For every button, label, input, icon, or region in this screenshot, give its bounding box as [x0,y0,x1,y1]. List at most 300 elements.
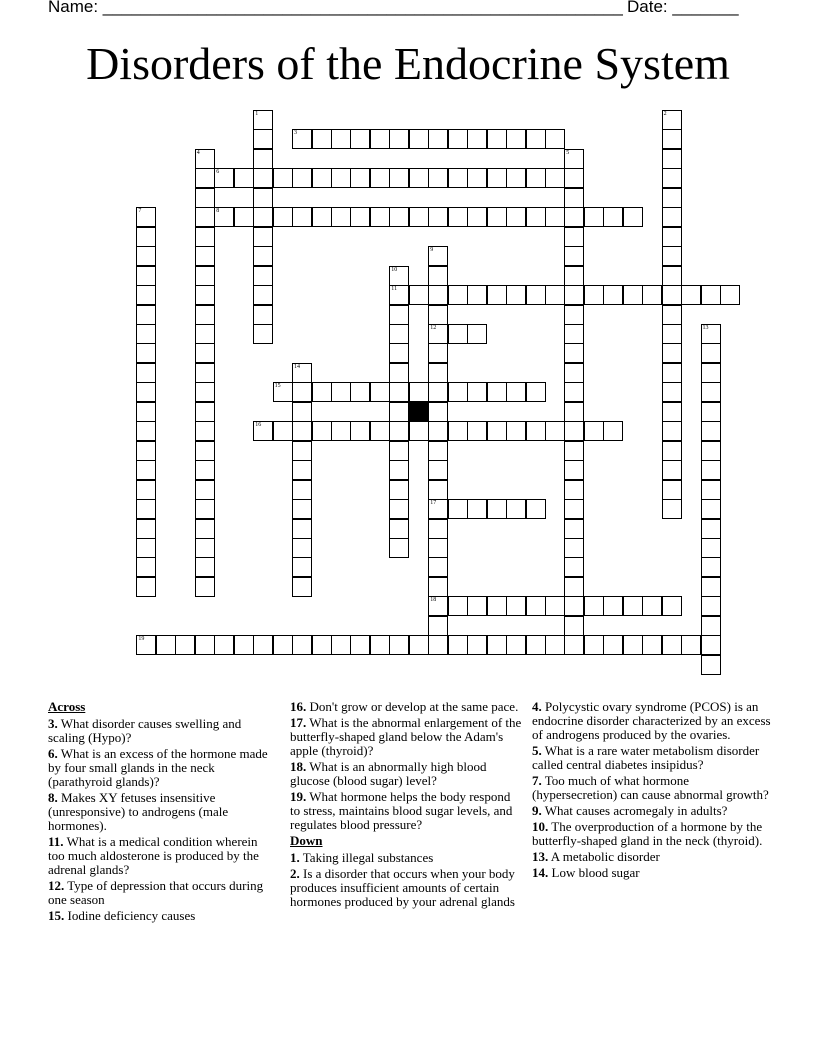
grid-cell[interactable] [564,538,584,558]
grid-cell[interactable] [662,382,682,402]
grid-cell[interactable] [389,519,409,539]
grid-cell[interactable] [136,324,156,344]
grid-cell[interactable] [701,363,721,383]
grid-cell[interactable] [506,499,526,519]
grid-cell[interactable] [370,635,390,655]
grid-cell[interactable] [136,557,156,577]
grid-cell[interactable] [214,207,234,227]
grid-cell[interactable] [662,266,682,286]
grid-cell[interactable] [195,557,215,577]
grid-cell[interactable] [389,266,409,286]
grid-cell[interactable] [448,596,468,616]
grid-cell[interactable] [428,557,448,577]
grid-cell[interactable] [292,363,312,383]
grid-cell[interactable] [136,343,156,363]
grid-cell[interactable] [564,382,584,402]
grid-cell[interactable] [292,382,312,402]
grid-cell[interactable] [428,324,448,344]
grid-cell[interactable] [136,460,156,480]
grid-cell[interactable] [234,168,254,188]
grid-cell[interactable] [584,596,604,616]
grid-cell[interactable] [136,227,156,247]
grid-cell[interactable] [448,499,468,519]
grid-cell[interactable] [389,363,409,383]
grid-cell[interactable] [545,207,565,227]
grid-cell[interactable] [564,227,584,247]
grid-cell[interactable] [564,246,584,266]
grid-cell[interactable] [195,285,215,305]
grid-cell[interactable] [506,285,526,305]
grid-cell[interactable] [642,285,662,305]
grid-cell[interactable] [409,129,429,149]
grid-cell[interactable] [564,402,584,422]
grid-cell[interactable] [662,635,682,655]
grid-cell[interactable] [662,480,682,500]
grid-cell[interactable] [526,421,546,441]
date-field[interactable]: Date: _______ [627,0,739,16]
grid-cell[interactable] [136,266,156,286]
grid-cell[interactable] [428,499,448,519]
grid-cell[interactable] [292,557,312,577]
grid-cell[interactable] [487,207,507,227]
grid-cell[interactable] [195,382,215,402]
grid-cell[interactable] [195,305,215,325]
grid-cell[interactable] [467,635,487,655]
grid-cell[interactable] [428,207,448,227]
grid-cell[interactable] [584,421,604,441]
grid-cell[interactable] [428,168,448,188]
grid-cell[interactable] [701,538,721,558]
grid-cell[interactable] [409,207,429,227]
grid-cell[interactable] [448,635,468,655]
grid-cell[interactable] [545,596,565,616]
grid-cell[interactable] [662,168,682,188]
grid-cell[interactable] [584,285,604,305]
grid-cell[interactable] [253,266,273,286]
grid-cell[interactable] [526,285,546,305]
grid-cell[interactable] [701,480,721,500]
grid-cell[interactable] [273,635,293,655]
grid-cell[interactable] [448,168,468,188]
grid-cell[interactable] [701,655,721,675]
grid-cell[interactable] [506,421,526,441]
grid-cell[interactable] [350,207,370,227]
grid-cell[interactable] [662,305,682,325]
grid-cell[interactable] [545,285,565,305]
grid-cell[interactable] [253,168,273,188]
grid-cell[interactable] [506,382,526,402]
grid-cell[interactable] [389,480,409,500]
grid-cell[interactable] [136,246,156,266]
grid-cell[interactable] [350,382,370,402]
grid-cell[interactable] [350,421,370,441]
grid-cell[interactable] [467,285,487,305]
grid-cell[interactable] [526,207,546,227]
grid-cell[interactable] [701,343,721,363]
grid-cell[interactable] [662,460,682,480]
grid-cell[interactable] [662,285,682,305]
grid-cell[interactable] [389,343,409,363]
grid-cell[interactable] [389,499,409,519]
grid-cell[interactable] [389,207,409,227]
grid-cell[interactable] [253,149,273,169]
grid-cell[interactable] [389,460,409,480]
grid-cell[interactable] [312,207,332,227]
grid-cell[interactable] [253,305,273,325]
grid-cell[interactable] [195,577,215,597]
grid-cell[interactable] [662,441,682,461]
grid-cell[interactable] [701,460,721,480]
grid-cell[interactable] [312,635,332,655]
grid-cell[interactable] [467,129,487,149]
grid-cell[interactable] [389,538,409,558]
grid-cell[interactable] [701,324,721,344]
grid-cell[interactable] [467,207,487,227]
grid-cell[interactable] [681,285,701,305]
grid-cell[interactable] [545,168,565,188]
grid-cell[interactable] [506,635,526,655]
grid-cell[interactable] [701,557,721,577]
grid-cell[interactable] [195,441,215,461]
grid-cell[interactable] [195,324,215,344]
grid-cell[interactable] [701,499,721,519]
grid-cell[interactable] [136,519,156,539]
grid-cell[interactable] [467,324,487,344]
grid-cell[interactable] [603,596,623,616]
grid-cell[interactable] [564,577,584,597]
grid-cell[interactable] [428,305,448,325]
grid-cell[interactable] [564,421,584,441]
grid-cell[interactable] [428,441,448,461]
grid-cell[interactable] [253,129,273,149]
grid-cell[interactable] [389,402,409,422]
grid-cell[interactable] [331,207,351,227]
grid-cell[interactable] [234,207,254,227]
grid-cell[interactable] [370,207,390,227]
grid-cell[interactable] [564,343,584,363]
grid-cell[interactable] [662,343,682,363]
grid-cell[interactable] [195,266,215,286]
grid-cell[interactable] [526,382,546,402]
grid-cell[interactable] [428,538,448,558]
grid-cell[interactable] [136,382,156,402]
grid-cell[interactable] [389,421,409,441]
grid-cell[interactable] [467,382,487,402]
grid-cell[interactable] [273,207,293,227]
grid-cell[interactable] [370,168,390,188]
grid-cell[interactable] [409,285,429,305]
grid-cell[interactable] [701,402,721,422]
grid-cell[interactable] [409,382,429,402]
grid-cell[interactable] [428,363,448,383]
grid-cell[interactable] [253,207,273,227]
grid-cell[interactable] [487,499,507,519]
grid-cell[interactable] [195,149,215,169]
grid-cell[interactable] [292,577,312,597]
grid-cell[interactable] [253,324,273,344]
grid-cell[interactable] [292,519,312,539]
grid-cell[interactable] [195,188,215,208]
grid-cell[interactable] [487,421,507,441]
grid-cell[interactable] [487,168,507,188]
grid-cell[interactable] [370,129,390,149]
grid-cell[interactable] [292,635,312,655]
grid-cell[interactable] [564,519,584,539]
grid-cell[interactable] [136,363,156,383]
grid-cell[interactable] [467,421,487,441]
grid-cell[interactable] [623,596,643,616]
grid-cell[interactable] [564,557,584,577]
grid-cell[interactable] [428,266,448,286]
grid-cell[interactable] [506,207,526,227]
grid-cell[interactable] [389,382,409,402]
grid-cell[interactable] [564,635,584,655]
grid-cell[interactable] [662,149,682,169]
grid-cell[interactable] [253,285,273,305]
grid-cell[interactable] [389,305,409,325]
grid-cell[interactable] [662,246,682,266]
grid-cell[interactable] [662,110,682,130]
grid-cell[interactable] [214,635,234,655]
grid-cell[interactable] [448,285,468,305]
grid-cell[interactable] [428,382,448,402]
grid-cell[interactable] [623,635,643,655]
grid-cell[interactable] [195,538,215,558]
grid-cell[interactable] [701,577,721,597]
grid-cell[interactable] [428,421,448,441]
grid-cell[interactable] [350,168,370,188]
grid-cell[interactable] [331,129,351,149]
grid-cell[interactable] [389,635,409,655]
grid-cell[interactable] [331,382,351,402]
grid-cell[interactable] [662,188,682,208]
grid-cell[interactable] [195,402,215,422]
grid-cell[interactable] [603,421,623,441]
grid-cell[interactable] [526,635,546,655]
grid-cell[interactable] [389,129,409,149]
grid-cell[interactable] [701,635,721,655]
grid-cell[interactable] [487,596,507,616]
grid-cell[interactable] [195,168,215,188]
grid-cell[interactable] [623,285,643,305]
grid-cell[interactable] [292,207,312,227]
grid-cell[interactable] [253,421,273,441]
grid-cell[interactable] [292,402,312,422]
grid-cell[interactable] [195,480,215,500]
grid-cell[interactable] [195,246,215,266]
grid-cell[interactable] [720,285,740,305]
grid-cell[interactable] [564,266,584,286]
grid-cell[interactable] [253,246,273,266]
grid-cell[interactable] [428,460,448,480]
grid-cell[interactable] [195,343,215,363]
grid-cell[interactable] [487,285,507,305]
grid-cell[interactable] [564,305,584,325]
grid-cell[interactable] [195,460,215,480]
grid-cell[interactable] [292,538,312,558]
grid-cell[interactable] [564,363,584,383]
grid-cell[interactable] [526,596,546,616]
grid-cell[interactable] [448,129,468,149]
grid-cell[interactable] [253,635,273,655]
grid-cell[interactable] [428,285,448,305]
grid-cell[interactable] [662,363,682,383]
grid-cell[interactable] [389,441,409,461]
grid-cell[interactable] [545,635,565,655]
grid-cell[interactable] [292,441,312,461]
grid-cell[interactable] [662,499,682,519]
grid-cell[interactable] [136,305,156,325]
grid-cell[interactable] [273,168,293,188]
grid-cell[interactable] [428,596,448,616]
grid-cell[interactable] [389,324,409,344]
grid-cell[interactable] [487,129,507,149]
grid-cell[interactable] [234,635,254,655]
grid-cell[interactable] [195,635,215,655]
grid-cell[interactable] [467,168,487,188]
grid-cell[interactable] [292,129,312,149]
grid-cell[interactable] [701,596,721,616]
grid-cell[interactable] [526,168,546,188]
grid-cell[interactable] [506,129,526,149]
grid-cell[interactable] [312,382,332,402]
grid-cell[interactable] [312,129,332,149]
grid-cell[interactable] [331,168,351,188]
grid-cell[interactable] [564,188,584,208]
grid-cell[interactable] [448,382,468,402]
grid-cell[interactable] [136,499,156,519]
grid-cell[interactable] [584,207,604,227]
grid-cell[interactable] [409,421,429,441]
grid-cell[interactable] [350,129,370,149]
grid-cell[interactable] [292,499,312,519]
grid-cell[interactable] [136,538,156,558]
grid-cell[interactable] [428,577,448,597]
grid-cell[interactable] [564,207,584,227]
grid-cell[interactable] [603,285,623,305]
grid-cell[interactable] [564,149,584,169]
grid-cell[interactable] [136,285,156,305]
grid-cell[interactable] [564,460,584,480]
grid-cell[interactable] [409,635,429,655]
grid-cell[interactable] [253,110,273,130]
grid-cell[interactable] [292,480,312,500]
grid-cell[interactable] [564,596,584,616]
grid-cell[interactable] [603,207,623,227]
grid-cell[interactable] [136,207,156,227]
grid-cell[interactable] [545,421,565,441]
grid-cell[interactable] [448,421,468,441]
grid-cell[interactable] [448,324,468,344]
grid-cell[interactable] [195,421,215,441]
grid-cell[interactable] [545,129,565,149]
grid-cell[interactable] [350,635,370,655]
grid-cell[interactable] [273,421,293,441]
grid-cell[interactable] [701,519,721,539]
grid-cell[interactable] [389,285,409,305]
grid-cell[interactable] [175,635,195,655]
grid-cell[interactable] [584,635,604,655]
grid-cell[interactable] [564,324,584,344]
grid-cell[interactable] [389,168,409,188]
grid-cell[interactable] [428,246,448,266]
grid-cell[interactable] [701,421,721,441]
grid-cell[interactable] [370,382,390,402]
grid-cell[interactable] [564,168,584,188]
grid-cell[interactable] [467,499,487,519]
grid-cell[interactable] [701,616,721,636]
grid-cell[interactable] [448,207,468,227]
grid-cell[interactable] [136,441,156,461]
grid-cell[interactable] [564,285,584,305]
grid-cell[interactable] [564,616,584,636]
grid-cell[interactable] [370,421,390,441]
grid-cell[interactable] [292,421,312,441]
grid-cell[interactable] [195,227,215,247]
grid-cell[interactable] [603,635,623,655]
grid-cell[interactable] [292,168,312,188]
grid-cell[interactable] [292,460,312,480]
grid-cell[interactable] [428,519,448,539]
grid-cell[interactable] [428,343,448,363]
grid-cell[interactable] [642,596,662,616]
grid-cell[interactable] [156,635,176,655]
grid-cell[interactable] [195,363,215,383]
grid-cell[interactable] [701,285,721,305]
grid-cell[interactable] [526,129,546,149]
grid-cell[interactable] [428,616,448,636]
grid-cell[interactable] [136,577,156,597]
grid-cell[interactable] [506,596,526,616]
name-field[interactable]: Name: _______________________________________________________ [48,0,623,16]
grid-cell[interactable] [409,168,429,188]
grid-cell[interactable] [136,635,156,655]
grid-cell[interactable] [623,207,643,227]
grid-cell[interactable] [487,635,507,655]
grid-cell[interactable] [662,324,682,344]
grid-cell[interactable] [506,168,526,188]
grid-cell[interactable] [136,402,156,422]
grid-cell[interactable] [428,480,448,500]
grid-cell[interactable] [487,382,507,402]
grid-cell[interactable] [195,519,215,539]
grid-cell[interactable] [467,596,487,616]
grid-cell[interactable] [662,421,682,441]
grid-cell[interactable] [662,129,682,149]
grid-cell[interactable] [662,596,682,616]
grid-cell[interactable] [331,421,351,441]
grid-cell[interactable] [195,207,215,227]
grid-cell[interactable] [195,499,215,519]
grid-cell[interactable] [662,207,682,227]
grid-cell[interactable] [136,421,156,441]
grid-cell[interactable] [564,480,584,500]
grid-cell[interactable] [312,168,332,188]
grid-cell[interactable] [136,480,156,500]
grid-cell[interactable] [331,635,351,655]
grid-cell[interactable] [253,227,273,247]
grid-cell[interactable] [526,499,546,519]
grid-cell[interactable] [701,382,721,402]
grid-cell[interactable] [312,421,332,441]
grid-cell[interactable] [428,129,448,149]
grid-cell[interactable] [701,441,721,461]
grid-cell[interactable] [428,402,448,422]
grid-cell[interactable] [642,635,662,655]
grid-cell[interactable] [428,635,448,655]
grid-cell[interactable] [681,635,701,655]
grid-cell[interactable] [253,188,273,208]
